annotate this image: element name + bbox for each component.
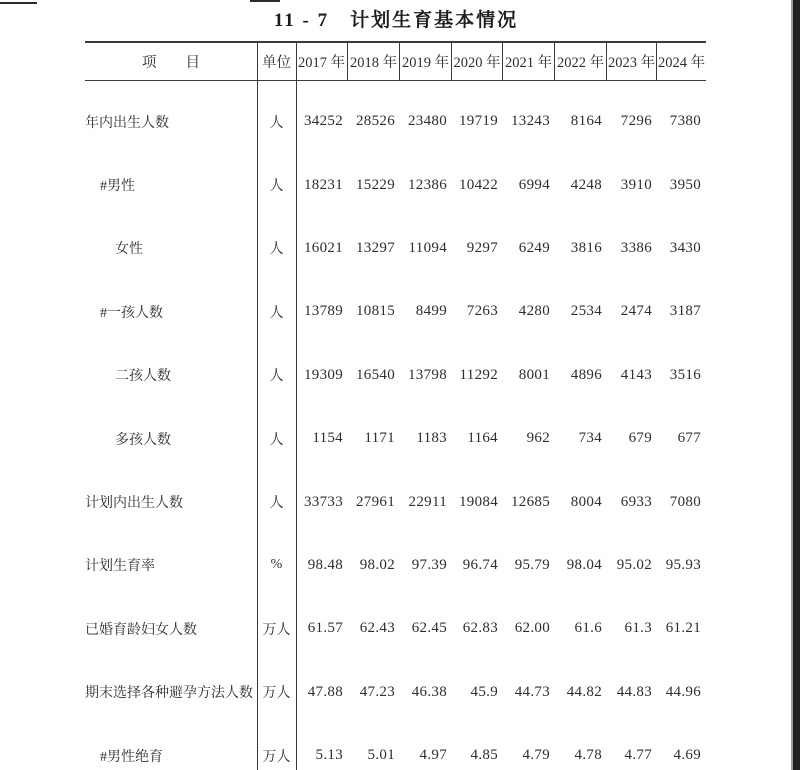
value-2019: 62.45 (411, 620, 447, 637)
value-2020: 9297 (466, 239, 498, 256)
row-unit: 万人 (262, 749, 291, 765)
value-2024: 61.21 (665, 620, 701, 637)
header-year-2019: 2019 年 (400, 43, 452, 80)
value-2021: 962 (526, 430, 550, 447)
value-2017: 16021 (304, 239, 343, 256)
value-2019: 22911 (408, 493, 447, 510)
header-year-2021: 2021 年 (503, 43, 555, 80)
row-unit: 万人 (262, 622, 291, 638)
value-2020: 11292 (459, 366, 498, 383)
value-2023: 3386 (620, 239, 652, 256)
row-unit: 人 (269, 115, 284, 131)
value-2021: 12685 (511, 493, 550, 510)
value-2017: 61.57 (307, 620, 343, 637)
value-2020: 10422 (459, 176, 498, 193)
value-2019: 46.38 (411, 683, 447, 700)
value-2019: 8499 (415, 303, 447, 320)
value-2021: 62.00 (514, 620, 550, 637)
value-2017: 19309 (304, 366, 343, 383)
value-2023: 3910 (620, 176, 652, 193)
value-2020: 4.85 (470, 747, 498, 764)
value-2022: 4248 (570, 176, 602, 193)
table-row (85, 661, 706, 724)
value-2024: 95.93 (665, 556, 701, 573)
value-2024: 4.69 (673, 747, 701, 764)
value-2018: 13297 (356, 239, 395, 256)
value-2021: 95.79 (514, 556, 550, 573)
value-2023: 4.77 (624, 747, 652, 764)
table-header-row (85, 43, 706, 81)
row-label: #一孩人数 (100, 305, 163, 321)
value-2019: 12386 (408, 176, 447, 193)
page-title: 11 - 7 计划生育基本情况 (273, 10, 519, 31)
value-2021: 4.79 (522, 747, 550, 764)
value-2023: 6933 (620, 493, 652, 510)
value-2024: 3516 (669, 366, 701, 383)
value-2020: 62.83 (462, 620, 498, 637)
row-label: 已婚育龄妇女人数 (85, 622, 197, 638)
row-label: 二孩人数 (115, 369, 171, 385)
value-2017: 1154 (312, 430, 343, 447)
value-2021: 4280 (518, 303, 550, 320)
value-2017: 18231 (304, 176, 343, 193)
value-2017: 13789 (304, 303, 343, 320)
value-2024: 44.96 (665, 683, 701, 700)
table-row (85, 153, 706, 216)
row-unit: 人 (269, 179, 284, 195)
value-2024: 7380 (669, 113, 701, 130)
header-unit: 单位 (262, 55, 291, 71)
value-2023: 4143 (620, 366, 652, 383)
value-2020: 7263 (466, 303, 498, 320)
value-2017: 33733 (304, 493, 343, 510)
value-2019: 23480 (408, 113, 447, 130)
value-2018: 98.02 (359, 556, 395, 573)
value-2021: 8001 (518, 366, 550, 383)
value-2024: 7080 (669, 493, 701, 510)
table-row (85, 407, 706, 470)
value-2017: 98.48 (307, 556, 343, 573)
row-label: 多孩人数 (115, 432, 171, 448)
value-2023: 95.02 (616, 556, 652, 573)
row-label: #男性绝育 (100, 749, 163, 765)
value-2022: 61.6 (574, 620, 602, 637)
value-2022: 8004 (570, 493, 602, 510)
value-2022: 3816 (570, 239, 602, 256)
table-row (85, 534, 706, 597)
value-2020: 1164 (467, 430, 498, 447)
row-unit: 人 (269, 369, 284, 385)
value-2019: 11094 (408, 239, 447, 256)
header-year-2024: 2024 年 (657, 55, 706, 71)
value-2018: 27961 (356, 493, 395, 510)
value-2020: 19084 (459, 493, 498, 510)
value-2021: 6249 (518, 239, 550, 256)
value-2017: 5.13 (315, 747, 343, 764)
value-2022: 4896 (570, 366, 602, 383)
value-2018: 62.43 (359, 620, 395, 637)
statistics-table (85, 41, 706, 770)
row-label: #男性 (100, 179, 135, 195)
row-label: 年内出生人数 (85, 115, 169, 131)
value-2018: 47.23 (359, 683, 395, 700)
column-divider-item-unit (257, 43, 258, 770)
value-2020: 19719 (459, 113, 498, 130)
value-2022: 98.04 (566, 556, 602, 573)
value-2018: 15229 (356, 176, 395, 193)
value-2023: 61.3 (624, 620, 652, 637)
value-2019: 13798 (408, 366, 447, 383)
header-year-2018: 2018 年 (348, 43, 400, 80)
header-year-2022: 2022 年 (555, 43, 607, 80)
value-2018: 28526 (356, 113, 395, 130)
value-2023: 679 (628, 430, 652, 447)
value-2023: 2474 (620, 303, 652, 320)
table-row (85, 470, 706, 533)
row-unit: 人 (269, 242, 284, 258)
table-row (85, 90, 706, 153)
table-row (85, 280, 706, 343)
value-2021: 6994 (518, 176, 550, 193)
row-label: 计划生育率 (85, 559, 155, 575)
table-row (85, 724, 706, 770)
scan-artifact-top-left (0, 2, 37, 4)
table-row (85, 597, 706, 660)
header-year-2023: 2023 年 (607, 43, 657, 80)
scan-artifact-top-mid (250, 0, 280, 2)
value-2021: 44.73 (514, 683, 550, 700)
value-2024: 3430 (669, 239, 701, 256)
value-2024: 677 (677, 430, 701, 447)
row-label: 计划内出生人数 (85, 496, 183, 512)
value-2019: 97.39 (411, 556, 447, 573)
value-2017: 34252 (304, 113, 343, 130)
row-label: 女性 (115, 242, 143, 258)
table-body (85, 81, 706, 770)
table-row (85, 344, 706, 407)
value-2024: 3950 (669, 176, 701, 193)
value-2023: 44.83 (616, 683, 652, 700)
row-unit: % (270, 557, 283, 573)
value-2022: 8164 (570, 113, 602, 130)
value-2024: 3187 (669, 303, 701, 320)
row-unit: 人 (269, 432, 284, 448)
value-2018: 1171 (364, 430, 395, 447)
value-2017: 47.88 (307, 683, 343, 700)
row-unit: 万人 (262, 686, 291, 702)
value-2018: 5.01 (367, 747, 395, 764)
value-2022: 4.78 (574, 747, 602, 764)
right-edge-band (793, 0, 800, 770)
value-2018: 16540 (356, 366, 395, 383)
header-year-2020: 2020 年 (452, 43, 503, 80)
value-2022: 2534 (570, 303, 602, 320)
table-row (85, 217, 706, 280)
header-year-2017: 2017 年 (296, 43, 348, 80)
header-item: 项 目 (142, 55, 200, 71)
value-2019: 1183 (416, 430, 447, 447)
value-2020: 96.74 (462, 556, 498, 573)
value-2021: 13243 (511, 113, 550, 130)
value-2023: 7296 (620, 113, 652, 130)
row-label: 期末选择各种避孕方法人数 (85, 686, 253, 702)
value-2020: 45.9 (470, 683, 498, 700)
row-unit: 人 (269, 305, 284, 321)
column-divider-unit-data (296, 43, 297, 770)
value-2018: 10815 (356, 303, 395, 320)
value-2022: 734 (578, 430, 602, 447)
row-unit: 人 (269, 496, 284, 512)
value-2022: 44.82 (566, 683, 602, 700)
value-2019: 4.97 (419, 747, 447, 764)
